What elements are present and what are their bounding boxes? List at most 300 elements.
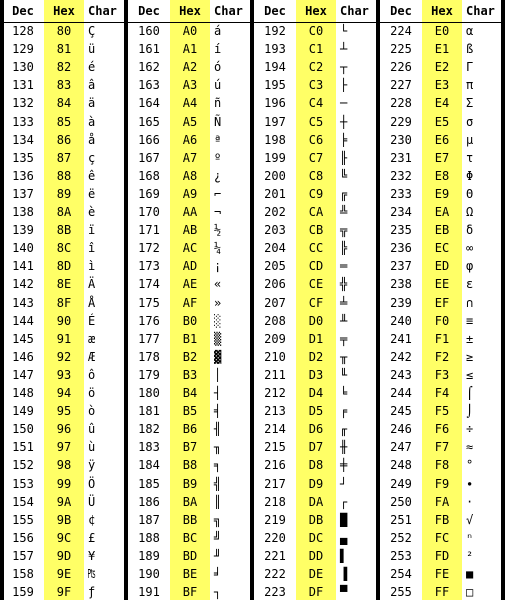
cell-char: ╫ [340, 440, 348, 455]
table-row [2, 565, 124, 583]
cell-hex: AC [182, 241, 198, 256]
cell-hex: 8C [56, 241, 72, 256]
header-dec: Dec [390, 4, 412, 18]
cell-dec: 142 [12, 277, 34, 292]
cell-hex: C9 [308, 186, 324, 201]
cell-dec: 187 [138, 512, 160, 527]
cell-char: ä [88, 96, 96, 111]
cell-hex: C6 [308, 132, 324, 147]
cell-hex: FE [434, 567, 450, 581]
cell-hex: A3 [182, 78, 198, 93]
cell-char: » [214, 295, 222, 310]
cell-dec: 190 [138, 567, 160, 581]
cell-hex: F9 [434, 476, 450, 491]
cell-dec: 214 [264, 422, 286, 437]
cell-char: ╛ [214, 567, 222, 581]
cell-char: Φ [466, 168, 474, 183]
cell-char: ê [88, 168, 96, 183]
table-row [128, 275, 250, 293]
table-row [128, 185, 250, 203]
cell-dec: 169 [138, 186, 160, 201]
cell-hex: F4 [434, 386, 450, 400]
table-row [254, 475, 376, 493]
cell-dec: 212 [264, 386, 286, 400]
cell-hex: 99 [56, 476, 72, 491]
table-row [380, 257, 502, 275]
cell-dec: 250 [390, 494, 412, 509]
table-row [380, 76, 502, 94]
table-column-group [254, 0, 376, 600]
cell-hex: E1 [434, 42, 450, 57]
cell-dec: 193 [264, 42, 286, 57]
cell-hex: DF [308, 585, 324, 600]
cell-dec: 242 [390, 349, 412, 364]
cell-dec: 141 [12, 259, 34, 274]
cell-hex: A7 [182, 150, 198, 165]
cell-dec: 171 [138, 223, 160, 238]
table-row [380, 402, 502, 420]
cell-dec: 189 [138, 548, 160, 563]
cell-dec: 154 [12, 494, 34, 509]
table-row [2, 583, 124, 600]
cell-hex: BA [182, 494, 198, 509]
cell-dec: 153 [12, 476, 34, 491]
table-row [380, 40, 502, 58]
cell-char: █ [340, 512, 348, 527]
table-row [2, 456, 124, 474]
cell-dec: 170 [138, 205, 160, 219]
cell-dec: 179 [138, 367, 160, 382]
cell-char: ─ [340, 96, 348, 111]
cell-char: ∙ [466, 476, 474, 491]
cell-char: í [214, 42, 222, 57]
table-row [380, 547, 502, 565]
cell-char: ⌠ [466, 386, 474, 400]
cell-char: ÿ [88, 458, 96, 473]
cell-dec: 130 [12, 60, 34, 75]
cell-hex: AE [182, 277, 198, 292]
cell-hex: DE [308, 567, 324, 581]
cell-char: ╢ [214, 422, 222, 437]
cell-hex: E4 [434, 96, 450, 111]
table-row [2, 330, 124, 348]
cell-char: ì [88, 259, 96, 274]
cell-hex: E5 [434, 114, 450, 129]
cell-char: ╟ [340, 150, 348, 165]
cell-dec: 134 [12, 132, 34, 147]
cell-hex: DC [308, 530, 324, 545]
cell-hex: 86 [56, 132, 72, 147]
table-row [380, 221, 502, 239]
cell-dec: 218 [264, 494, 286, 509]
cell-char: ■ [466, 567, 474, 581]
cell-hex: D7 [308, 440, 324, 455]
cell-dec: 248 [390, 458, 412, 473]
cell-char: ╧ [340, 295, 348, 310]
cell-dec: 221 [264, 548, 286, 563]
cell-char: ö [88, 386, 96, 400]
cell-hex: B2 [182, 349, 198, 364]
cell-dec: 158 [12, 567, 34, 581]
cell-dec: 201 [264, 186, 286, 201]
table-row [254, 438, 376, 456]
header-dec: Dec [264, 4, 286, 18]
cell-char: ╖ [214, 440, 222, 455]
cell-char: ² [466, 548, 474, 563]
cell-hex: B4 [182, 386, 198, 400]
cell-char: □ [466, 585, 474, 600]
cell-dec: 204 [264, 241, 286, 256]
cell-char: ╚ [340, 168, 348, 183]
cell-hex: F2 [434, 349, 450, 364]
table-row [254, 294, 376, 312]
cell-dec: 161 [138, 42, 160, 57]
cell-char: ▒ [214, 331, 222, 346]
cell-dec: 203 [264, 223, 286, 238]
cell-char: ╓ [340, 422, 348, 437]
cell-char: α [466, 24, 474, 38]
table-row [2, 366, 124, 384]
cell-char: ▓ [214, 349, 222, 364]
cell-char: ╥ [340, 349, 348, 364]
table-row [254, 113, 376, 131]
cell-hex: FF [434, 585, 450, 600]
cell-hex: B7 [182, 440, 198, 455]
cell-char: ║ [214, 494, 222, 509]
cell-char: ≡ [466, 313, 474, 328]
table-row [254, 330, 376, 348]
table-row [254, 547, 376, 565]
cell-hex: DB [308, 512, 324, 527]
cell-hex: C2 [308, 60, 324, 75]
cell-dec: 233 [390, 186, 412, 201]
cell-dec: 192 [264, 24, 286, 38]
cell-hex: B1 [182, 331, 198, 346]
cell-dec: 163 [138, 78, 160, 93]
cell-hex: FC [434, 530, 450, 545]
table-row [128, 493, 250, 511]
cell-hex: D2 [308, 349, 324, 364]
cell-dec: 137 [12, 186, 34, 201]
cell-dec: 160 [138, 24, 160, 38]
cell-char: ┬ [340, 60, 348, 75]
cell-char: ≥ [466, 349, 474, 364]
table-row [128, 113, 250, 131]
cell-dec: 181 [138, 404, 160, 419]
cell-dec: 195 [264, 78, 286, 93]
cell-char: é [88, 60, 96, 75]
cell-char: Σ [466, 96, 474, 111]
cell-dec: 241 [390, 331, 412, 346]
table-row [380, 22, 502, 40]
cell-hex: BE [182, 567, 198, 581]
header-char: Char [466, 4, 495, 18]
cell-dec: 229 [390, 114, 412, 129]
cell-hex: 94 [56, 386, 72, 400]
table-row [380, 94, 502, 112]
cell-hex: C8 [308, 168, 324, 183]
cell-dec: 232 [390, 168, 412, 183]
cell-hex: BF [182, 585, 198, 600]
cell-dec: 152 [12, 458, 34, 473]
cell-char: ª [214, 132, 222, 147]
cell-hex: 89 [56, 186, 72, 201]
cell-hex: CF [308, 295, 324, 310]
cell-char: è [88, 205, 96, 219]
cell-dec: 200 [264, 168, 286, 183]
cell-char: ╬ [340, 277, 348, 292]
cell-dec: 228 [390, 96, 412, 111]
table-row [128, 583, 250, 600]
cell-hex: DD [308, 548, 324, 563]
cell-dec: 176 [138, 313, 160, 328]
cell-char: ┤ [214, 386, 222, 400]
cell-dec: 215 [264, 440, 286, 455]
table-row [128, 402, 250, 420]
cell-hex: BB [182, 512, 198, 527]
cell-char: └ [340, 24, 348, 38]
cell-dec: 191 [138, 585, 160, 600]
table-row [128, 22, 250, 40]
table-header [2, 0, 124, 23]
cell-dec: 247 [390, 440, 412, 455]
cell-hex: CB [308, 223, 324, 238]
table-row [2, 149, 124, 167]
cell-dec: 177 [138, 331, 160, 346]
cell-hex: AB [182, 223, 198, 238]
cell-dec: 173 [138, 259, 160, 274]
table-row [380, 131, 502, 149]
cell-hex: A9 [182, 186, 198, 201]
table-row [254, 565, 376, 583]
cell-hex: ED [434, 259, 450, 274]
table-row [380, 275, 502, 293]
table-row [128, 203, 250, 221]
table-row [380, 149, 502, 167]
table-row [380, 330, 502, 348]
cell-char: ╡ [214, 404, 222, 419]
table-row [2, 312, 124, 330]
cell-dec: 183 [138, 440, 160, 455]
cell-hex: D5 [308, 404, 324, 419]
cell-hex: F6 [434, 422, 450, 437]
cell-hex: D6 [308, 422, 324, 437]
table-row [380, 203, 502, 221]
cell-hex: B6 [182, 422, 198, 437]
cell-dec: 180 [138, 386, 160, 400]
cell-dec: 148 [12, 386, 34, 400]
cell-hex: 81 [56, 42, 72, 57]
table-row [380, 529, 502, 547]
cell-dec: 136 [12, 168, 34, 183]
header-dec: Dec [12, 4, 34, 18]
table-row [380, 113, 502, 131]
table-row [2, 167, 124, 185]
cell-dec: 128 [12, 24, 34, 38]
table-row [380, 583, 502, 600]
cell-hex: 83 [56, 78, 72, 93]
cell-char: û [88, 422, 96, 437]
cell-char: î [88, 241, 96, 256]
table-row [380, 511, 502, 529]
cell-char: ┘ [340, 476, 348, 491]
cell-char: ╞ [340, 132, 348, 147]
cell-char: ╩ [340, 205, 348, 219]
table-row [2, 511, 124, 529]
cell-char: ù [88, 440, 96, 455]
cell-char: ┌ [340, 494, 348, 509]
cell-hex: AA [182, 205, 198, 219]
cell-dec: 198 [264, 132, 286, 147]
cell-dec: 216 [264, 458, 286, 473]
cell-hex: CD [308, 259, 324, 274]
cell-hex: AF [182, 295, 198, 310]
cell-dec: 144 [12, 313, 34, 328]
table-row [380, 565, 502, 583]
cell-char: « [214, 277, 222, 292]
table-row [254, 529, 376, 547]
cell-char: ╦ [340, 223, 348, 238]
cell-char: ░ [214, 313, 222, 328]
cell-char: Ω [466, 205, 474, 219]
table-row [2, 239, 124, 257]
cell-dec: 168 [138, 168, 160, 183]
cell-dec: 156 [12, 530, 34, 545]
table-row [128, 131, 250, 149]
table-row [128, 565, 250, 583]
table-column-group [128, 0, 250, 600]
cell-dec: 140 [12, 241, 34, 256]
table-row [2, 438, 124, 456]
cell-char: Ç [88, 24, 96, 38]
cell-char: ═ [340, 259, 348, 274]
cell-char: ï [88, 223, 96, 238]
cell-hex: 93 [56, 367, 72, 382]
cell-dec: 197 [264, 114, 286, 129]
cell-dec: 202 [264, 205, 286, 219]
table-row [254, 493, 376, 511]
cell-char: ┼ [340, 114, 348, 129]
cell-hex: 8D [56, 259, 72, 274]
cell-hex: 9B [56, 512, 72, 527]
cell-dec: 246 [390, 422, 412, 437]
table-row [380, 438, 502, 456]
cell-dec: 138 [12, 205, 34, 219]
table-column-group [2, 0, 124, 600]
cell-hex: D8 [308, 458, 324, 473]
cell-hex: C4 [308, 96, 324, 111]
cell-dec: 146 [12, 349, 34, 364]
table-row [254, 275, 376, 293]
cell-dec: 245 [390, 404, 412, 419]
table-row [380, 58, 502, 76]
cell-hex: F7 [434, 440, 450, 455]
table-row [254, 185, 376, 203]
cell-dec: 234 [390, 205, 412, 219]
cell-hex: B3 [182, 367, 198, 382]
cell-dec: 175 [138, 295, 160, 310]
cell-char: ┐ [214, 585, 222, 600]
cell-hex: EB [434, 223, 450, 238]
cell-dec: 230 [390, 132, 412, 147]
cell-char: µ [466, 132, 474, 147]
header-hex: Hex [53, 4, 75, 18]
cell-char: ⁿ [466, 530, 474, 545]
table-row [254, 511, 376, 529]
table-row [2, 529, 124, 547]
cell-char: à [88, 114, 96, 129]
cell-dec: 213 [264, 404, 286, 419]
cell-hex: 8E [56, 277, 72, 292]
cell-hex: C3 [308, 78, 324, 93]
cell-dec: 184 [138, 458, 160, 473]
cell-char: ¥ [88, 548, 96, 563]
cell-hex: 84 [56, 96, 72, 111]
cell-char: Ä [88, 277, 96, 292]
cell-char: ╒ [340, 404, 348, 419]
cell-dec: 254 [390, 567, 412, 581]
cell-hex: FB [434, 512, 450, 527]
table-row [380, 167, 502, 185]
table-row [128, 239, 250, 257]
cell-hex: B8 [182, 458, 198, 473]
cell-hex: F1 [434, 331, 450, 346]
cell-hex: E3 [434, 78, 450, 93]
table-row [2, 493, 124, 511]
header-hex: Hex [431, 4, 453, 18]
cell-char: ╙ [340, 367, 348, 382]
cell-char: ß [466, 42, 474, 57]
cell-hex: D3 [308, 367, 324, 382]
cell-char: √ [466, 512, 474, 527]
cell-dec: 151 [12, 440, 34, 455]
cell-dec: 240 [390, 313, 412, 328]
cell-char: ╤ [340, 331, 348, 346]
cell-dec: 237 [390, 259, 412, 274]
table-row [254, 131, 376, 149]
cell-char: │ [214, 367, 222, 382]
cell-char: ò [88, 404, 96, 419]
cell-dec: 135 [12, 150, 34, 165]
cell-char: ⌐ [214, 186, 222, 201]
cell-dec: 162 [138, 60, 160, 75]
header-dec: Dec [138, 4, 160, 18]
table-row [380, 456, 502, 474]
table-row [128, 40, 250, 58]
cell-hex: 9A [56, 494, 72, 509]
cell-hex: D9 [308, 476, 324, 491]
cell-dec: 224 [390, 24, 412, 38]
cell-dec: 188 [138, 530, 160, 545]
cell-dec: 222 [264, 567, 286, 581]
cell-dec: 178 [138, 349, 160, 364]
cell-dec: 244 [390, 386, 412, 400]
cell-hex: A1 [182, 42, 198, 57]
header-char: Char [340, 4, 369, 18]
cell-char: ¬ [214, 205, 222, 219]
table-row [254, 384, 376, 402]
cell-char: ╪ [340, 458, 348, 473]
cell-dec: 207 [264, 295, 286, 310]
cell-char: á [214, 24, 222, 38]
table-row [254, 257, 376, 275]
table-row [128, 312, 250, 330]
cell-hex: A8 [182, 168, 198, 183]
cell-dec: 185 [138, 476, 160, 491]
cell-dec: 174 [138, 277, 160, 292]
table-row [2, 185, 124, 203]
table-row [254, 22, 376, 40]
